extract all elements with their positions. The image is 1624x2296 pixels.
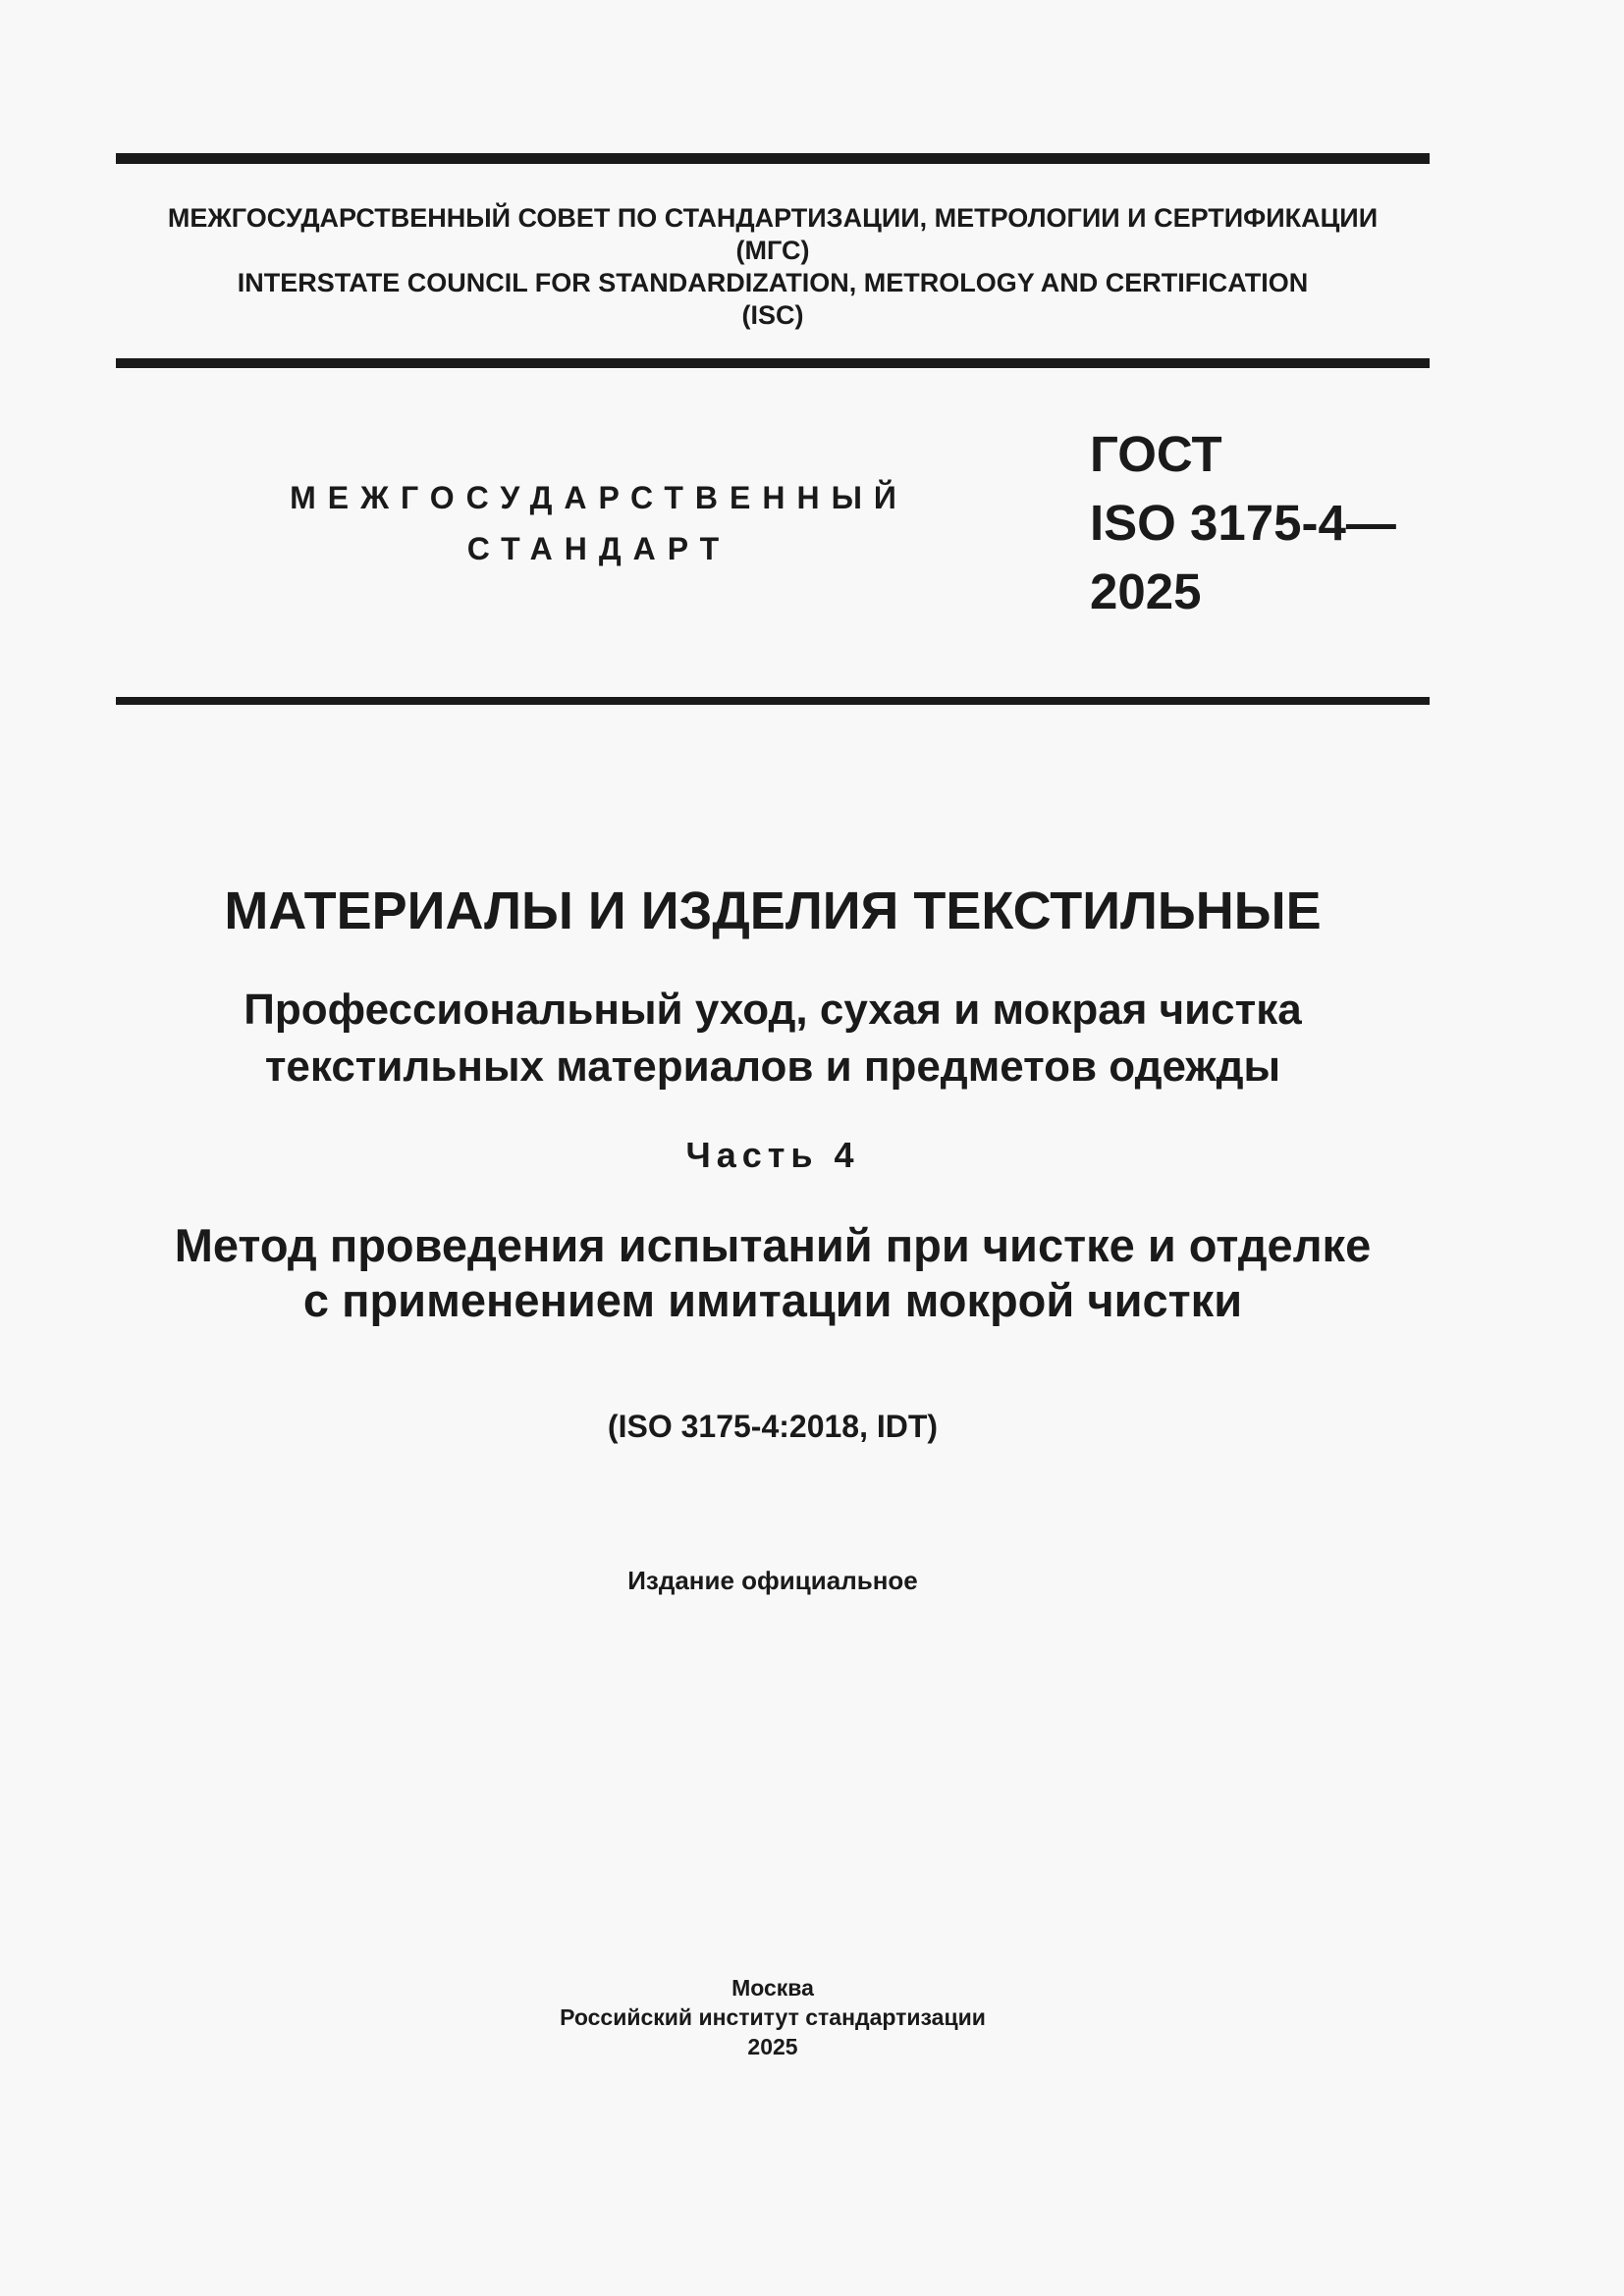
imprint-publisher: Российский институт стандартизации xyxy=(560,2004,986,2030)
council-abbr-en: (ISC) xyxy=(741,300,804,330)
method-line1: Метод проведения испытаний при чистке и отделке xyxy=(174,1219,1372,1271)
middle-rule xyxy=(116,358,1430,368)
edition-text: Издание официальное xyxy=(627,1566,918,1595)
edition-note xyxy=(116,1563,1430,1598)
iso-reference xyxy=(116,1406,1430,1447)
council-abbr-ru: (МГС) xyxy=(735,236,810,265)
top-rule xyxy=(116,153,1430,164)
designation-line2: ISO 3175-4— xyxy=(1090,495,1396,551)
main-title xyxy=(116,877,1430,945)
council-name-ru: МЕЖГОСУДАРСТВЕННЫЙ СОВЕТ ПО СТАНДАРТИЗАЦИИ, МЕТРОЛОГИИ И СЕРТИФИКАЦИИ xyxy=(167,203,1379,233)
council-header xyxy=(116,202,1430,332)
council-name-en: INTERSTATE COUNCIL FOR STANDARDIZATION, METROLOGY AND CERTIFICATION xyxy=(237,268,1309,297)
subtitle xyxy=(116,982,1430,1095)
designation-line3: 2025 xyxy=(1090,563,1202,619)
designation-line1: ГОСТ xyxy=(1090,426,1222,482)
bottom-rule xyxy=(116,697,1430,705)
iso-reference-text: (ISO 3175-4:2018, IDT) xyxy=(607,1409,939,1444)
imprint-year: 2025 xyxy=(747,2034,798,2059)
part-number xyxy=(116,1132,1430,1179)
subtitle-line1: Профессиональный уход, сухая и мокрая чистка xyxy=(244,986,1302,1034)
method-line2: с применением имитации мокрой чистки xyxy=(302,1274,1243,1326)
standard-kind-line1: МЕЖГОСУДАРСТВЕННЫЙ xyxy=(290,480,908,515)
imprint xyxy=(116,1973,1430,2061)
method-title xyxy=(116,1218,1430,1328)
imprint-city: Москва xyxy=(731,1975,814,2001)
standard-kind-line2: СТАНДАРТ xyxy=(466,531,731,566)
part-label: Часть 4 xyxy=(685,1135,860,1175)
subtitle-line2: текстильных материалов и предметов одежды xyxy=(264,1042,1281,1091)
main-title-text: МАТЕРИАЛЫ И ИЗДЕЛИЯ ТЕКСТИЛЬНЫЕ xyxy=(224,881,1322,940)
standard-kind xyxy=(275,472,923,574)
standard-designation xyxy=(1090,420,1396,626)
